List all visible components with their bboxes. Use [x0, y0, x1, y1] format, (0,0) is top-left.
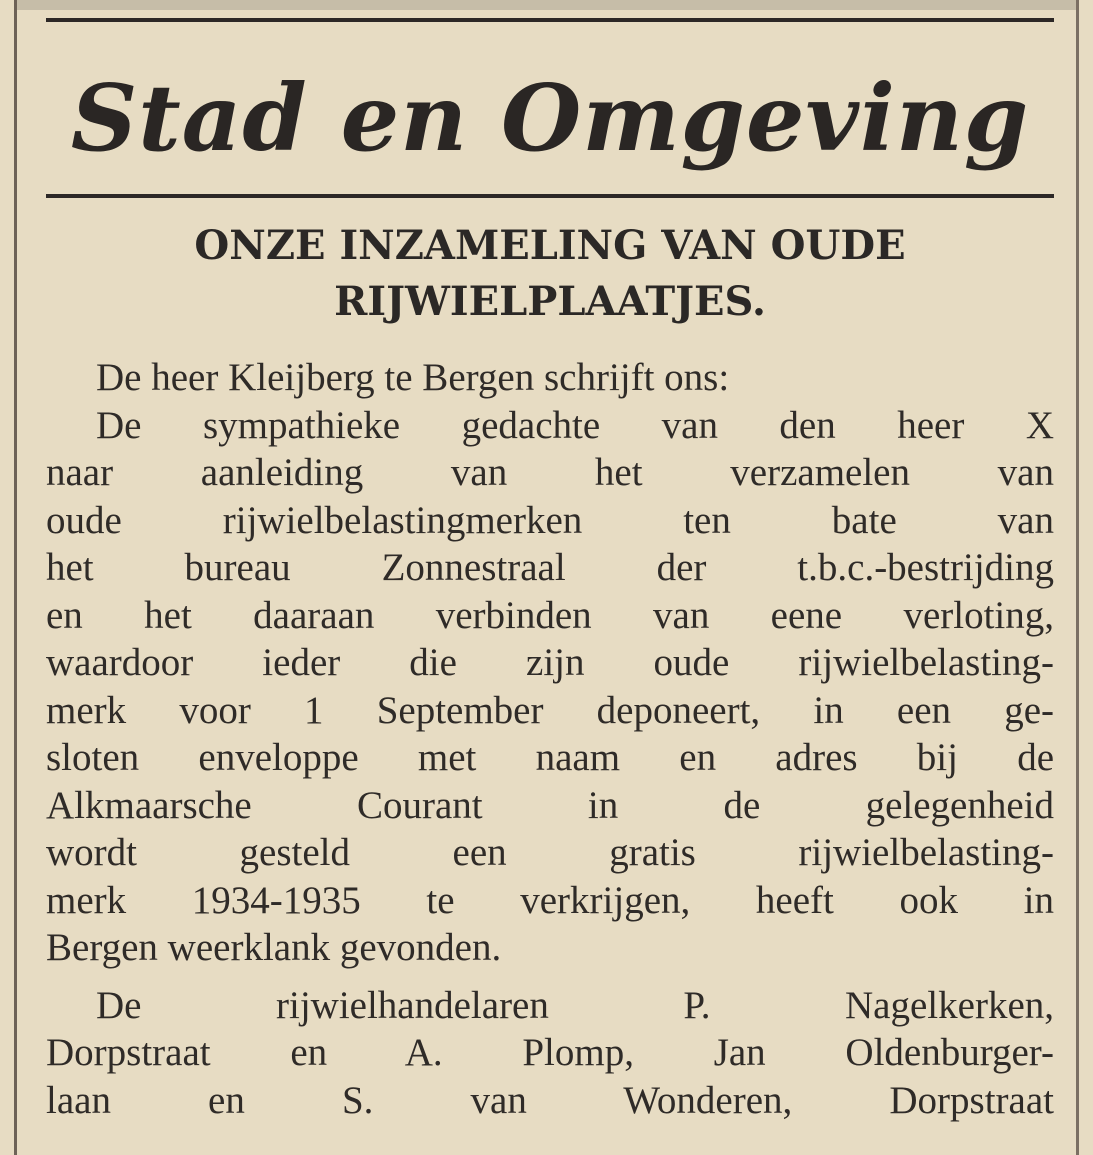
article-line: het bureau Zonnestraal der t.b.c.-bestrijding [46, 546, 1054, 589]
left-column-rule [14, 0, 17, 1155]
article-body [46, 354, 1054, 1124]
masthead-rule [46, 194, 1054, 198]
article-line: waardoor ieder die zijn oude rijwielbelasting- [46, 641, 1054, 684]
headline-line: ONZE INZAMELING VAN OUDE [194, 222, 906, 269]
article-headline [46, 218, 1054, 330]
article-line: Alkmaarsche Courant in de gelegenheid [46, 783, 1054, 827]
right-column-rule [1076, 0, 1079, 1155]
article-line: Dorpstraat en A. Plomp, Jan Oldenburger- [46, 1031, 1054, 1074]
top-rule [46, 18, 1054, 22]
article-line: merk 1934-1935 te verkrijgen, heeft ook in [46, 878, 1054, 922]
article-line: De rijwielhandelaren P. Nagelkerken, [96, 983, 1054, 1027]
headline-line: RIJWIELPLAATJES. [334, 278, 766, 325]
article-line: naar aanleiding van het verzamelen van [46, 451, 1054, 494]
top-edge-shadow [17, 0, 1076, 10]
section-masthead: Stad en Omgeving [70, 64, 1030, 172]
article-line: De sympathieke gedachte van den heer X [96, 403, 1054, 447]
article-line: De heer Kleijberg te Bergen schrijft ons: [96, 356, 730, 399]
article-line: Bergen weerklank gevonden. [46, 926, 502, 969]
article-line: sloten enveloppe met naam en adres bij de [46, 736, 1054, 779]
article-line: laan en S. van Wonderen, Dorpstraat [46, 1078, 1054, 1122]
article-line: oude rijwielbelastingmerken ten bate van [46, 498, 1054, 542]
article-line: merk voor 1 September deponeert, in een ge- [46, 688, 1054, 732]
article-line: en het daaraan verbinden van eene verloting, [46, 593, 1054, 637]
article-line: wordt gesteld een gratis rijwielbelasting- [46, 831, 1054, 874]
